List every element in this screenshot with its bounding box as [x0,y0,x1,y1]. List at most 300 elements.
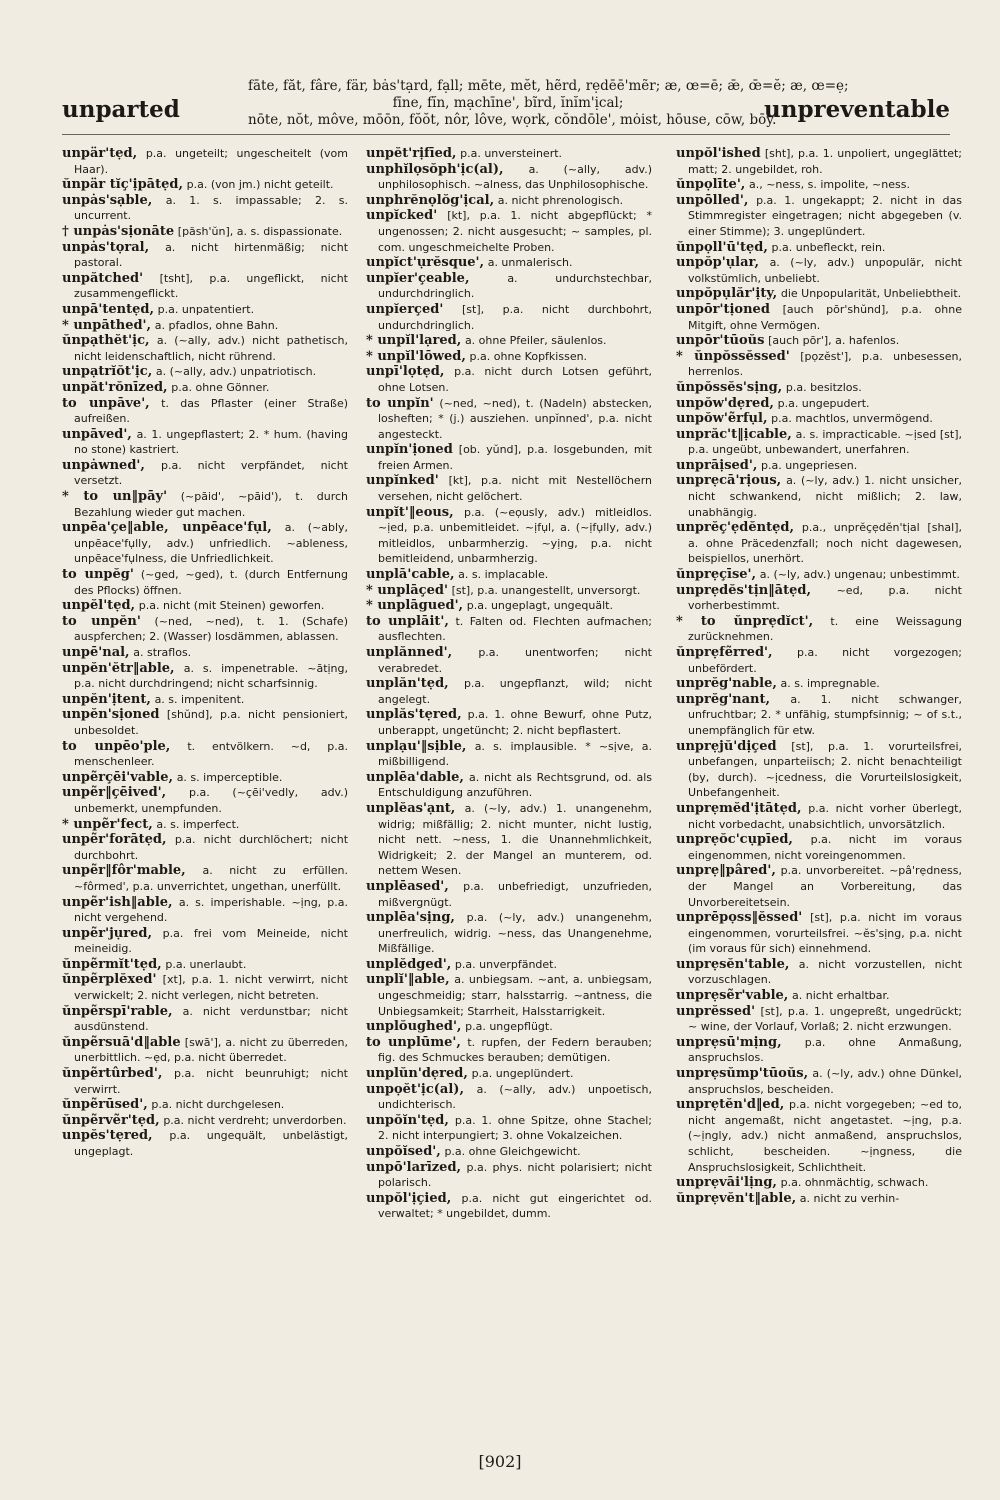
dictionary-entry [366,1066,652,1082]
entry-headword: ŭnpẽrvẽr'tẹd, [62,1112,160,1128]
dictionary-entry [676,832,962,863]
entry-headword: unpĭn'ịoned [366,442,453,458]
dictionary-entry [676,1097,962,1175]
dictionary-entry [366,1113,652,1144]
entry-definition: [auch pōr'shŭnd], p.a. ohne Mitgift, ohne Vermögen. [688,302,962,332]
entry-definition: (~pāid', ~pāid'), t. durch Bezahlung wieder gut machen. [74,490,349,519]
dictionary-entry [676,739,962,801]
dictionary-entry [62,1066,348,1097]
entry-headword: ŭnprẹvĕn't‖able, [676,1190,797,1206]
entry-headword: unpŏl'ịçied, [366,1190,452,1206]
entry-definition: a. nicht zu verhin- [799,1191,900,1205]
dictionary-entry [62,318,348,334]
entry-definition: p.a. ungepflanzt, wild; nicht angelegt. [378,677,653,706]
dictionary-entry [366,1191,652,1222]
dictionary-entry [676,302,962,333]
entry-headword: unphrĕnọlŏg'ịcal, [366,192,495,208]
entry-definition: a. (~ably, unpēace'fụlly, adv.) unfriedlich. ~ableness, unpēace'fụlness, die Unfriedlichkeit. [74,521,349,566]
entry-definition: a. (~ly, adv.) 1. unangenehm, widrig; mißfällig; 2. nicht munter, nicht lustig, nicht nett. ~ness, 1. die Unannehmlichkeit, Widrigkeit; 2. der Mangel an munterem, od. nettem Wesen. [378,801,652,878]
entry-definition: p.a. nicht durch Lotsen geführt, ohne Lotsen. [378,365,653,394]
entry-headword: unprẹmĕd'ịtātẹd, [676,800,802,816]
entry-definition: p.a. nicht gut eingerichtet od. verwaltet; * ungebildet, dumm. [378,1191,653,1221]
dictionary-entry [366,972,652,1019]
dictionary-entry [676,910,962,957]
entry-definition: p.a. besitzlos. [785,380,862,394]
entry-headword: unplēa'sịng, [366,910,455,926]
left-running-headword: unparted [62,96,180,123]
entry-headword: unplēa'dable, [366,769,464,785]
dictionary-entry [366,801,652,879]
dictionary-entry [62,240,348,271]
pronunciation-key-line-2: fīne, fĭn, mạchīne', bĩrd, ĭnĭm'ịcal; [392,95,624,111]
entry-definition: a. pfadlos, ohne Bahn. [154,318,279,332]
entry-headword: unpŏĭsed', [366,1144,441,1159]
entry-definition: a. (~ally, adv.) unpatriotisch. [155,365,317,379]
entry-definition: a. (~ly, adv.) 1. nicht unsicher, nicht schwankend, nicht mißlich; 2. law, unabhängig. [688,474,962,519]
dictionary-entry [366,739,652,770]
dictionary-entry [676,177,962,193]
entry-headword: unplĭ'‖able, [366,972,450,988]
entry-headword: unpĭnked' [366,473,439,489]
entry-definition: [st], p.a. 1. vorurteilsfrei, unbefangen, unparteiisch; 2. nicht benachteiligt (by, durch). ~ịcedness, die Vorurteilslosigkeit, Unbefangenheit. [688,739,962,800]
dictionary-entry [676,146,962,177]
dictionary-entry [62,1128,348,1159]
dictionary-entry [366,567,652,583]
entry-headword: unpŏl'ished [676,146,761,161]
entry-definition: (~ned, ~ned), t. 1. (Schafe) auspferchen; 2. (Wasser) losdämmen, ablassen. [74,614,348,644]
dictionary-entry [62,567,348,598]
dictionary-entry [366,442,652,473]
entry-headword: unprăc't‖ịcable, [676,426,792,442]
entry-definition: p.a. ohne Gönner. [171,380,270,394]
entry-definition: a. nicht als Rechtsgrund, od. als Entschuldigung anzuführen. [378,770,652,800]
dictionary-entry [676,801,962,832]
entry-definition: p.a. ungepriesen. [761,458,858,472]
entry-headword: unplăs'tẹred, [366,707,462,723]
entry-headword: unpạtrĭŏt'ịc, [62,364,153,380]
entry-headword: ŭnpẽrspī'rable, [62,1003,173,1019]
entry-headword: ŭnpär tĭç'ịpātẹd, [62,177,183,193]
entry-definition: p.a. frei vom Meineide, nicht meineidig. [74,926,348,956]
dictionary-entry [366,333,652,349]
entry-definition: p.a. nicht vorher überlegt, nicht vorbedacht, unabsichtlich, unvorsätzlich. [688,801,962,831]
dictionary-entry [62,598,348,614]
dictionary-entry [62,396,348,427]
dictionary-entry [676,255,962,286]
dictionary-entry [676,1175,962,1191]
entry-definition: a. (~ly, adv.) unpopulär, nicht volkstümlich, unbeliebt. [688,256,962,285]
entry-definition: a. (~ally, adv.) unphilosophisch. ~alness, das Unphilosophische. [378,162,653,192]
dictionary-entry [366,302,652,333]
dictionary-entry [62,380,348,396]
pronunciation-key-line-1: fāte, făt, fâre, fär, bȧs'tạrd, fạll; mēte, mĕt, hẽrd, rẹdēē'mẽr; æ, œ=ē; ǣ, œ̄=ĕ; æ, œ=ẹ; [248,78,849,94]
dictionary-entry [366,1082,652,1113]
entry-definition: a. s. impregnable. [780,677,880,691]
entry-definition: t. rupfen, der Federn berauben; fig. des Schmuckes berauben; demütigen. [378,1035,652,1065]
entry-headword: unpŏp'ụlar, [676,255,759,271]
dictionary-entry [62,707,348,738]
entry-definition: p.a. ohne Gleichgewicht. [444,1145,581,1158]
entry-headword: unpō'larīzed, [366,1159,462,1175]
dictionary-entry [62,957,348,973]
entry-headword: ŭnpẽrūsed', [62,1097,148,1113]
entry-definition: a. nicht phrenologisch. [497,193,624,207]
entry-definition: a. unmalerisch. [487,256,573,270]
entry-headword: unprẹcā'rịous, [676,473,782,489]
entry-headword: unplĕas'ạnt, [366,800,456,816]
entry-headword: unpȧs'sạble, [62,192,153,208]
entry-definition: p.a. unentworfen; nicht verabredet. [378,646,652,675]
entry-definition: a. nicht verdunstbar; nicht ausdünstend. [74,1004,348,1034]
dictionary-entry [62,739,348,770]
entry-definition: p.a. nicht (mit Steinen) geworfen. [138,599,325,613]
entry-definition: p.a. ohnmächtig, schwach. [780,1176,929,1190]
entry-definition: p.a. ungeplagt, ungequält. [466,599,613,613]
entry-headword: unphĭlọsŏph'ịc(al), [366,161,504,177]
entry-definition: p.a. nicht durchlöchert; nicht durchbohrt. [74,833,349,862]
dictionary-entry [676,692,962,739]
dictionary-entry [676,193,962,240]
entry-headword: unplănned', [366,645,453,660]
dictionary-entry [366,146,652,162]
entry-headword: unprĕç'ẹdĕntẹd, [676,520,794,536]
dictionary-entry [676,863,962,910]
entry-definition: t. Falten od. Flechten aufmachen; ausflechten. [378,614,652,644]
entry-definition: p.a. nicht verdreht; unverdorben. [163,1113,347,1127]
entry-definition: a. s. implacable. [458,568,549,582]
entry-headword: to unpĕg' [62,567,134,583]
entry-definition: [kt], p.a. 1. nicht abgepflückt; * ungenossen; 2. nicht ausgesucht; ~ samples, pl. com. ungeschmeichelte Proben. [378,209,652,254]
dictionary-entry [676,1066,962,1097]
entry-definition: p.a. nicht verpfändet, nicht versetzt. [74,458,348,488]
entry-definition: p.a. (~çēi'vedly, adv.) unbemerkt, unempfunden. [74,786,348,815]
entry-definition: p.a. 1. ungekappt; 2. nicht in das Stimmregister eingetragen; nicht abgegeben (v. einer Stimme); 3. ungeplündert. [688,193,963,238]
entry-definition: t. entvölkern. ~d, p.a. menschenleer. [74,739,348,769]
entry-headword: unpēa'çe‖able, unpēace'fụl, [62,520,272,536]
entry-definition: a. (~ally, adv.) unpoetisch, undichterisch. [378,1082,652,1112]
entry-definition: p.a. phys. nicht polarisiert; nicht polarisch. [378,1160,652,1190]
entry-headword: unplĕdged', [366,956,452,972]
dictionary-entry [676,286,962,302]
dictionary-entry [366,473,652,504]
entry-definition: [swā'], a. nicht zu überreden, unerbittlich. ~ẹd, p.a. nicht überredet. [74,1035,349,1065]
entry-headword: unpŏĭn'tẹd, [366,1112,449,1128]
entry-headword: * ŭnpŏssĕssed' [676,348,790,364]
entry-headword: unprẹdĕs'tịn‖ātẹd, [676,582,811,598]
entry-headword: unprẹtĕn'd‖ed, [676,1097,785,1113]
dictionary-entry [676,614,962,645]
entry-headword: unprēpọss‖ĕssed' [676,910,803,926]
entry-headword: unpĭct'ụrĕsque', [366,255,485,271]
entry-definition: a. s. impracticable. ~ịsed [st], p.a. ungeübt, unbewandert, unerfahren. [688,427,962,457]
entry-headword: * unpẽr'fect, [62,816,153,832]
entry-definition: die Unpopularität, Unbeliebtheit. [780,287,962,301]
dictionary-entry [676,567,962,583]
dictionary-entry [366,957,652,973]
entry-definition: [st], p.a. unangestellt, unversorgt. [451,583,641,597]
dictionary-entry [676,349,962,380]
entry-definition: p.a. unverpfändet. [454,957,557,971]
dictionary-entry [366,364,652,395]
dictionary-entry [676,988,962,1004]
entry-definition: [kt], p.a. nicht mit Nestellöchern versehen, nicht gelöchert. [378,474,653,504]
entry-definition: p.a. nicht vorgezogen; unbefördert. [688,646,962,675]
entry-definition: a. straflos. [133,646,192,659]
dictionary-entry [366,505,652,567]
entry-definition: p.a. unerlaubt. [165,957,247,971]
entry-definition: p.a. (von jm.) nicht geteilt. [186,178,334,192]
entry-definition: [tsht], p.a. ungeflickt, nicht zusammengeflickt. [74,271,348,301]
entry-headword: ŭnpọll'ū'tẹd, [676,239,768,255]
entry-headword: unpăt'rŏnīzed, [62,379,168,395]
entry-headword: unpẽr'ish‖able, [62,894,173,910]
dictionary-entry [676,458,962,474]
dictionary-entry [62,333,348,364]
entry-headword: unpĕn'sịoned [62,707,160,723]
entry-headword: * unplāgued', [366,598,464,614]
dictionary-entry [366,598,652,614]
entry-definition: ~ed, p.a. nicht vorherbestimmt. [688,583,962,613]
entry-definition: t. das Pflaster (einer Straße) aufreißen. [74,396,349,426]
dictionary-entry [366,349,652,365]
entry-headword: unplā'cable, [366,567,455,583]
dictionary-entry [62,177,348,193]
dictionary-entry [62,661,348,692]
dictionary-entry [366,910,652,957]
entry-headword: unpĭerçed' [366,301,444,317]
entry-definition: a. s. impenitent. [154,692,245,706]
entry-headword: unprẹŏc'cụpīed, [676,832,793,848]
dictionary-entry [366,1019,652,1035]
entry-headword: ŭnpŏssĕs'sịng, [676,379,783,395]
entry-headword: unpē'nal, [62,645,130,660]
dictionary-entry [62,458,348,489]
entry-headword: unpĕn'ịtent, [62,691,151,707]
entry-definition: a. (~ly, adv.) ungenau; unbestimmt. [759,568,960,582]
entry-definition: [pọzĕst'], p.a. unbesessen, herrenlos. [688,349,962,379]
dictionary-entry [676,957,962,988]
entry-headword: * unpāthed', [62,317,152,333]
entry-headword: unpŏw'ẽrfụl, [676,411,768,427]
dictionary-entry [62,364,348,380]
entry-definition: p.a., unprĕçẹdĕn'tịal [shal], a. ohne Präcedenzfall; noch nicht dagewesen, beispiellos, unerhört. [688,521,963,566]
entry-headword: unpȧwned', [62,457,145,473]
dictionary-entry [62,520,348,567]
entry-column-2 [366,146,652,1442]
dictionary-entry [366,1144,652,1160]
dictionary-entry [366,271,652,302]
entry-definition: a. (~ly, adv.) ohne Dünkel, anspruchslos, bescheiden. [688,1067,962,1096]
entry-headword: unpŏpụlăr'ịty, [676,286,778,302]
entry-definition: a. s. implausible. * ~sịve, a. mißbilligend. [378,739,653,769]
entry-definition: p.a. ohne Kopfkissen. [469,349,588,363]
entry-headword: unpẽr‖fôr'mable, [62,863,186,879]
entry-headword: to unplāit', [366,613,449,629]
dictionary-entry [62,1113,348,1129]
entry-headword: unplạu'‖sịble, [366,738,467,754]
entry-headword: to unpēo'ple, [62,738,171,754]
dictionary-entry [62,863,348,894]
entry-headword: unpĕs'tẹred, [62,1128,153,1144]
entry-headword: unpẽr'jụred, [62,925,152,941]
entry-definition: [auch pōr'], a. hafenlos. [768,334,900,348]
dictionary-entry [62,1097,348,1113]
entry-headword: unpĕn'ĕtr‖able, [62,660,175,676]
page-number: [902] [478,1452,522,1471]
entry-headword: unprĕg'nant, [676,691,771,707]
dictionary-entry [366,614,652,645]
entry-headword: ŭnpẽrtûrbed', [62,1066,163,1082]
dictionary-entry [676,1035,962,1066]
entry-headword: unplăn'tẹd, [366,676,449,692]
entry-headword: unprẹsẽr'vable, [676,988,789,1004]
entry-headword: ŭnpạthĕt'ịc, [62,333,150,349]
entry-definition: a. nicht erhaltbar. [792,989,890,1003]
dictionary-entry [62,770,348,786]
entry-definition: p.a. unpatentiert. [157,302,255,316]
entry-headword: ŭnpọlīte', [676,177,746,193]
dictionary-entry [366,208,652,255]
entry-definition: a. nicht vorzustellen, nicht vorzuschlagen. [688,957,963,987]
dictionary-entry [366,707,652,738]
entry-headword: unpōr'tūoŭs [676,333,765,349]
entry-headword: ŭnpẽrmĭt'tẹd, [62,956,162,972]
dictionary-entry [62,645,348,661]
entry-definition: a. s. imperceptible. [176,770,283,784]
entry-headword: unpọĕt'ịc(al), [366,1081,464,1097]
entry-definition: (~ned, ~ned), t. (Nadeln) abstecken, losheften; * (j.) ausziehen. unpĭnned', p.a. nicht angesteckt. [378,396,652,441]
dictionary-entry [62,972,348,1003]
dictionary-entry [676,333,962,349]
dictionary-entry [366,1160,652,1191]
dictionary-entry [676,473,962,520]
entry-definition: p.a. nicht durchgelesen. [151,1098,285,1112]
dictionary-entry [62,895,348,926]
dictionary-entry [62,1004,348,1035]
entry-definition: p.a. ungepflügt. [465,1020,553,1034]
entry-definition: a. 1. ungepflastert; 2. * hum. (having no stone) kastriert. [74,427,348,457]
entry-definition: p.a. machtlos, unvermögend. [771,412,933,426]
entry-definition: p.a. unbefleckt, rein. [771,240,886,254]
entry-headword: unprĕssed' [676,1003,756,1019]
entry-definition: p.a. unbefriedigt, unzufrieden, mißvergnügt. [378,879,653,909]
entry-definition: [xt], p.a. 1. nicht verwirrt, nicht verwickelt; 2. nicht verlegen, nicht betreten. [74,973,348,1003]
entry-headword: † unpȧs'sịonāte [62,223,175,239]
entry-headword: unplēased', [366,878,449,894]
entry-definition: p.a. ungeplündert. [471,1067,574,1081]
entry-definition: p.a. unversteinert. [460,147,563,160]
entry-headword: ŭnprẹçīse', [676,567,757,583]
entry-headword: unplŏughed', [366,1019,462,1035]
dictionary-entry [366,676,652,707]
entry-headword: to unpĭn' [366,395,434,411]
entry-definition: a. nicht zu erfüllen. ~fôrmed', p.a. unverrichtet, ungethan, unerfüllt. [74,864,348,893]
dictionary-entry [676,396,962,412]
dictionary-entry [62,193,348,224]
entry-definition: p.a. nicht beunruhigt; nicht verwirrt. [74,1067,348,1096]
pronunciation-key-line-3: nōte, nŏt, môve, mōōn, fŏŏt, nôr, lôve, wọrk, cŏndōle', mȯist, hōuse, cōw, bōy. [248,112,777,128]
entry-definition: p.a. ungequält, unbelästigt, ungeplagt. [74,1129,348,1158]
entry-definition: p.a. (~eọusly, adv.) mitleidlos. ~ịed, p.a. unbemitleidet. ~ịfụl, a. (~ịfụlly, adv.) mitleidlos, unbarmherzig. ~yịng, p.a. nicht bemitleidend, unbarmherzig. [378,505,653,566]
dictionary-entry [62,832,348,863]
entry-headword: * to un‖pāy' [62,489,168,505]
entry-definition: p.a. nicht im voraus eingenommen, nicht voreingenommen. [688,833,963,862]
entry-headword: unprẹvāi'lịng, [676,1175,777,1191]
entry-definition: a., ~ness, s. impolite, ~ness. [748,178,910,192]
entry-definition: p.a. 1. ohne Bewurf, ohne Putz, unberappt, ungetüncht; 2. nicht bepflastert. [378,708,653,737]
entry-definition: p.a. ungepudert. [777,396,870,410]
entry-definition: (~ged, ~ged), t. (durch Entfernung des Pflocks) öffnen. [74,568,348,597]
entry-headword: ŭnprẹfẽrred', [676,645,773,660]
entry-headword: unplŭn'dẹred, [366,1066,468,1082]
dictionary-entry [62,785,348,816]
entry-headword: unprẹjŭ'dịçed [676,738,777,754]
entry-definition: t. eine Weissagung zurücknehmen. [688,614,963,644]
dictionary-entry [676,1191,962,1207]
entry-headword: unpĭcked' [366,208,438,224]
entry-headword: unpā'tentẹd, [62,301,155,317]
dictionary-entry [62,926,348,957]
entry-headword: unpẽrçēi'vable, [62,769,174,785]
entry-headword: unprāịsed', [676,457,758,473]
entry-headword: unpŏw'dẹred, [676,395,774,411]
entry-headword: * unplāçed' [366,582,448,598]
entry-headword: unpāved', [62,426,132,442]
dictionary-entry [366,162,652,193]
entry-headword: unprẹsū'mịng, [676,1034,782,1050]
dictionary-entry [62,614,348,645]
entry-column-1 [62,146,348,1442]
entry-headword: unpär'tẹd, [62,146,138,161]
entry-definition: [st], p.a. 1. ungepreßt, ungedrückt; ~ wine, der Vorlauf, Vorlaß; 2. nicht erzwungen. [688,1004,963,1034]
dictionary-entry [676,240,962,256]
entry-headword: ŭnpẽrplĕxed' [62,972,157,988]
entry-headword: ŭnpẽrsuā'd‖able [62,1034,181,1050]
dictionary-entry [62,427,348,458]
entry-headword: * unpĭl'lạred, [366,333,462,349]
entry-headword: unpĭer'çeable, [366,270,470,286]
dictionary-entry [62,692,348,708]
entry-definition: a. s. imperfect. [156,817,240,831]
entry-definition: a. ohne Pfeiler, säulenlos. [464,334,607,348]
dictionary-entry [366,645,652,676]
entry-definition: a. undurchstechbar, undurchdringlich. [378,271,652,301]
header-rule [62,134,950,135]
dictionary-entry [62,224,348,240]
dictionary-entry [676,520,962,567]
dictionary-entry [366,583,652,599]
dictionary-entry [62,146,348,177]
entry-headword: * to ŭnprẹdĭct', [676,613,814,629]
entry-headword: unpĭt'‖eous, [366,504,454,520]
dictionary-entry [366,770,652,801]
entry-headword: unpĕt'rịfīed, [366,146,457,161]
dictionary-entry [366,396,652,443]
dictionary-entry [62,302,348,318]
entry-headword: unpōr'tịoned [676,301,770,317]
entry-headword: unprĕg'nable, [676,676,777,692]
entry-definition: a. s. imperishable. ~ịng, p.a. nicht vergehend. [74,895,348,925]
dictionary-entry [676,645,962,676]
entry-definition: a. s. impenetrable. ~ātịng, p.a. nicht durchdringend; nicht scharfsinnig. [74,661,349,691]
entry-definition: [shŭnd], p.a. nicht pensioniert, unbesoldet. [74,708,349,737]
entry-definition: p.a. 1. ohne Spitze, ohne Stachel; 2. nicht interpungiert; 3. ohne Vokalzeichen. [378,1113,652,1143]
dictionary-entry [676,427,962,458]
dictionary-entry [62,1035,348,1066]
entry-definition: a. (~ally, adv.) nicht pathetisch, nicht leidenschaftlich, nicht rührend. [74,334,349,363]
entry-headword: to unplūme', [366,1034,461,1050]
entry-definition: p.a. nicht vorgegeben; ~ed to, nicht angemaßt, nicht angetastet. ~ịng, p.a. (~ịngly, adv.) nicht anmaßend, anspruchslos, schlicht, bescheiden. ~ịngness, die Anspruchslosigkeit, Schlichtheit. [688,1098,962,1174]
